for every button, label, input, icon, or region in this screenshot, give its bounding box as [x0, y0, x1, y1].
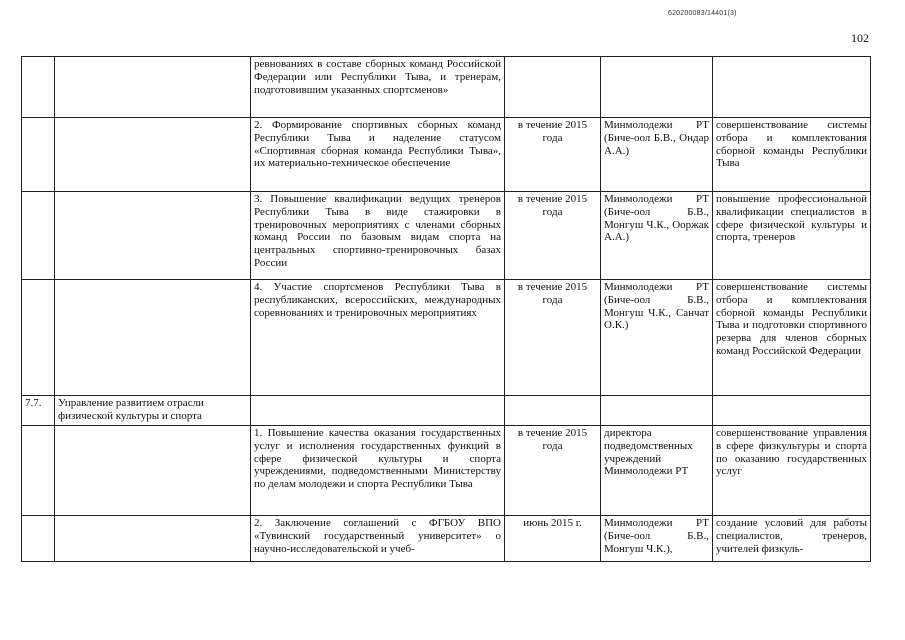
cell-direction: [55, 516, 251, 562]
page-number: 102: [851, 31, 869, 45]
cell-activity: 4. Участие спортсменов Республики Тыва в республиканских, всероссийских, международных соревнованиях и тренировочных мероприятиях: [251, 280, 505, 396]
cell-responsible: Минмолодежи РТ (Биче-оол Б.В., Монгуш Ч.К., Ооржак А.А.): [601, 192, 713, 280]
plan-table: [21, 56, 871, 562]
cell-number: [22, 118, 55, 192]
cell-direction: [55, 57, 251, 118]
cell-responsible: директора подведомственных учреждений Минмолодежи РТ: [601, 426, 713, 516]
cell-direction: Управление развитием отрасли физической культуры и спорта: [55, 396, 251, 426]
cell-responsible: [601, 396, 713, 426]
cell-result: [713, 396, 871, 426]
cell-number: [22, 57, 55, 118]
cell-direction: [55, 426, 251, 516]
table-row: [22, 118, 871, 192]
cell-responsible: Минмолодежи РТ (Биче-оол Б.В., Ондар А.А.): [601, 118, 713, 192]
cell-number: [22, 192, 55, 280]
cell-responsible: [601, 57, 713, 118]
cell-term: в течение 2015 года: [505, 192, 601, 280]
cell-result: создание условий для работы специалистов, тренеров, учителей физкуль-: [713, 516, 871, 562]
table-row: [22, 57, 871, 118]
document-id: 620200083/14401(3): [668, 10, 737, 17]
cell-responsible: Минмолодежи РТ (Биче-оол Б.В., Монгуш Ч.К.),: [601, 516, 713, 562]
cell-result: повышение профессиональной квалификации специалистов в сфере физической культуры и спорта, тренеров: [713, 192, 871, 280]
table-row: [22, 280, 871, 396]
cell-direction: [55, 118, 251, 192]
cell-term: июнь 2015 г.: [505, 516, 601, 562]
cell-activity: 2. Формирование спортивных сборных команд Республики Тыва и наделение статусом «Спортивная сборная команда Республики Тыва», их материально-техническое обеспечение: [251, 118, 505, 192]
cell-term: [505, 57, 601, 118]
cell-term: в течение 2015 года: [505, 118, 601, 192]
cell-term: [505, 396, 601, 426]
cell-activity: 3. Повышение квалификации ведущих тренеров Республики Тыва в виде стажировки в тренировочных мероприятиях с членами сборных команд России по базовым видам спорта на центральных спортивно-тренировочных базах России: [251, 192, 505, 280]
cell-result: совершенствование системы отбора и комплектования сборной команды Республики Тыва и подготовки спортивного резерва для членов сборных команд Российской Федерации: [713, 280, 871, 396]
cell-activity: [251, 396, 505, 426]
cell-result: совершенствование системы отбора и комплектования сборной команды Республики Тыва: [713, 118, 871, 192]
cell-term: в течение 2015 года: [505, 426, 601, 516]
cell-term: в течение 2015 года: [505, 280, 601, 396]
cell-result: [713, 57, 871, 118]
cell-responsible: Минмолодежи РТ (Биче-оол Б.В., Монгуш Ч.К., Санчат О.К.): [601, 280, 713, 396]
table-row-section: [22, 396, 871, 426]
cell-direction: [55, 192, 251, 280]
cell-result: совершенствование управления в сфере физкультуры и спорта по оказанию государственных услуг: [713, 426, 871, 516]
table-row: [22, 516, 871, 562]
cell-number: 7.7.: [22, 396, 55, 426]
cell-activity: ревнованиях в составе сборных команд Российской Федерации или Республики Тыва, и тренерам, подготовившим указанных спортсменов»: [251, 57, 505, 118]
table-row: [22, 192, 871, 280]
cell-activity: 2. Заключение соглашений с ФГБОУ ВПО «Тувинский государственный университет» о научно-исследовательской и учеб-: [251, 516, 505, 562]
cell-activity: 1. Повышение качества оказания государственных услуг и исполнения государственных функций в сфере физической культуры и спорта учреждениями, подведомственными Министерству по делам молодежи и спорта Республики Тыва: [251, 426, 505, 516]
cell-number: [22, 516, 55, 562]
cell-direction: [55, 280, 251, 396]
table-row: [22, 426, 871, 516]
cell-number: [22, 426, 55, 516]
cell-number: [22, 280, 55, 396]
